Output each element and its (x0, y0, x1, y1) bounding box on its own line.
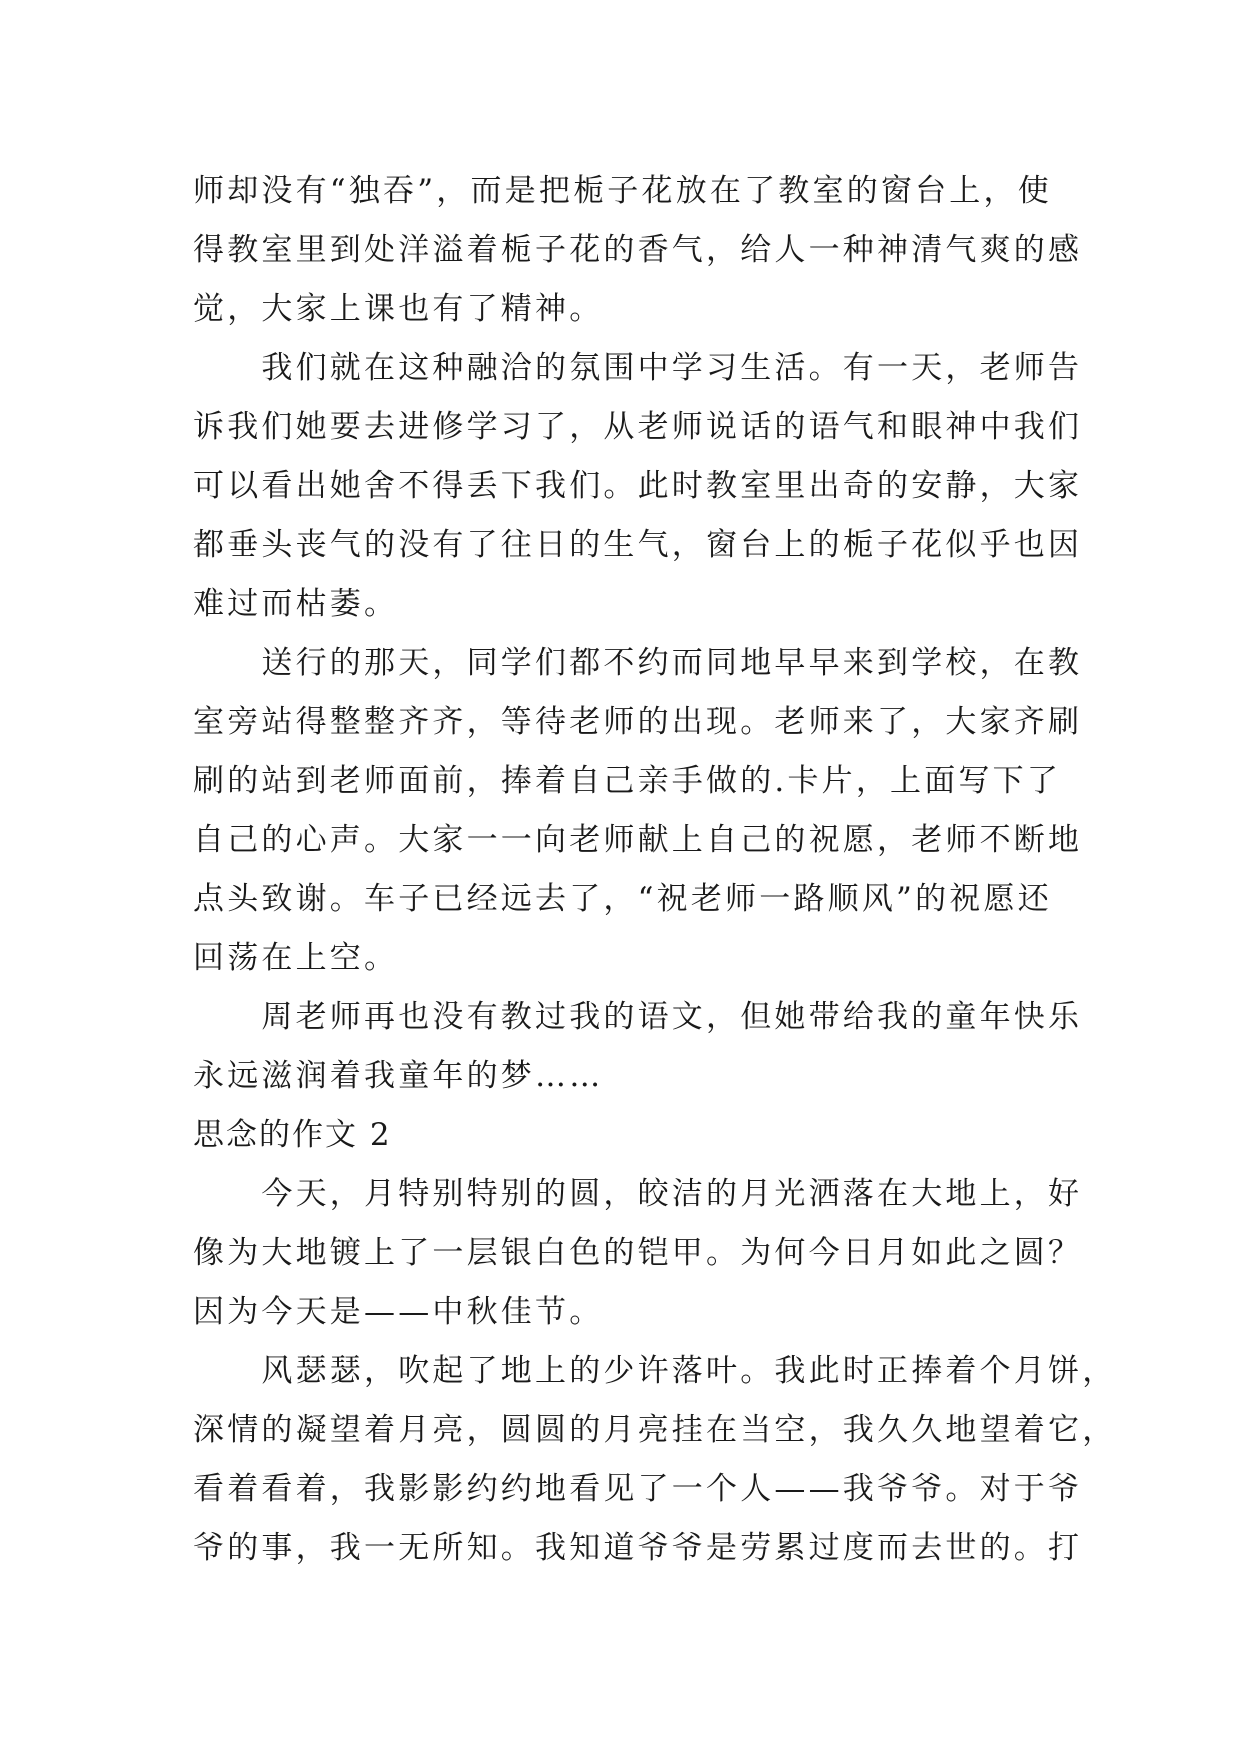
text-line: 像为大地镀上了一层银白色的铠甲。为何今日月如此之圆？ (193, 1235, 1083, 1271)
text-line: 我们就在这种融洽的氛围中学习生活。有一天，老师告 (193, 350, 1083, 386)
text-line: 得教室里到处洋溢着栀子花的香气，给人一种神清气爽的感 (193, 232, 1083, 268)
text-line: 自己的心声。大家一一向老师献上自己的祝愿，老师不断地 (193, 822, 1083, 858)
text-line: 因为今天是——中秋佳节。 (193, 1294, 604, 1330)
text-line: 深情的凝望着月亮，圆圆的月亮挂在当空，我久久地望着它， (193, 1412, 1117, 1448)
text-line: 师却没有“独吞”，而是把栀子花放在了教室的窗台上，使 (193, 173, 1052, 209)
document-page (193, 162, 1117, 1578)
text-line: 点头致谢。车子已经远去了，“祝老师一路顺风”的祝愿还 (193, 881, 1052, 917)
text-line: 都垂头丧气的没有了往日的生气，窗台上的栀子花似乎也因 (193, 527, 1083, 563)
text-line: 看着看着，我影影约约地看见了一个人——我爷爷。对于爷 (193, 1471, 1083, 1507)
text-line: 送行的那天，同学们都不约而同地早早来到学校，在教 (193, 645, 1083, 681)
text-line: 周老师再也没有教过我的语文，但她带给我的童年快乐 (193, 999, 1083, 1035)
text-line: 觉，大家上课也有了精神。 (193, 291, 604, 327)
text-line: 风瑟瑟，吹起了地上的少许落叶。我此时正捧着个月饼， (193, 1353, 1117, 1389)
text-line: 永远滋润着我童年的梦…… (193, 1058, 604, 1094)
text-line: 刷的站到老师面前，捧着自己亲手做的.卡片，上面写下了 (193, 763, 1062, 799)
text-line: 可以看出她舍不得丢下我们。此时教室里出奇的安静，大家 (193, 468, 1083, 504)
text-line: 室旁站得整整齐齐，等待老师的出现。老师来了，大家齐刷 (193, 704, 1083, 740)
text-line: 难过而枯萎。 (193, 586, 399, 622)
text-line: 爷的事，我一无所知。我知道爷爷是劳累过度而去世的。打 (193, 1530, 1083, 1566)
text-line: 今天，月特别特别的圆，皎洁的月光洒落在大地上，好 (193, 1176, 1083, 1212)
text-line: 回荡在上空。 (193, 940, 399, 976)
section-heading: 思念的作文 2 (193, 1117, 392, 1153)
text-line: 诉我们她要去进修学习了，从老师说话的语气和眼神中我们 (193, 409, 1083, 445)
